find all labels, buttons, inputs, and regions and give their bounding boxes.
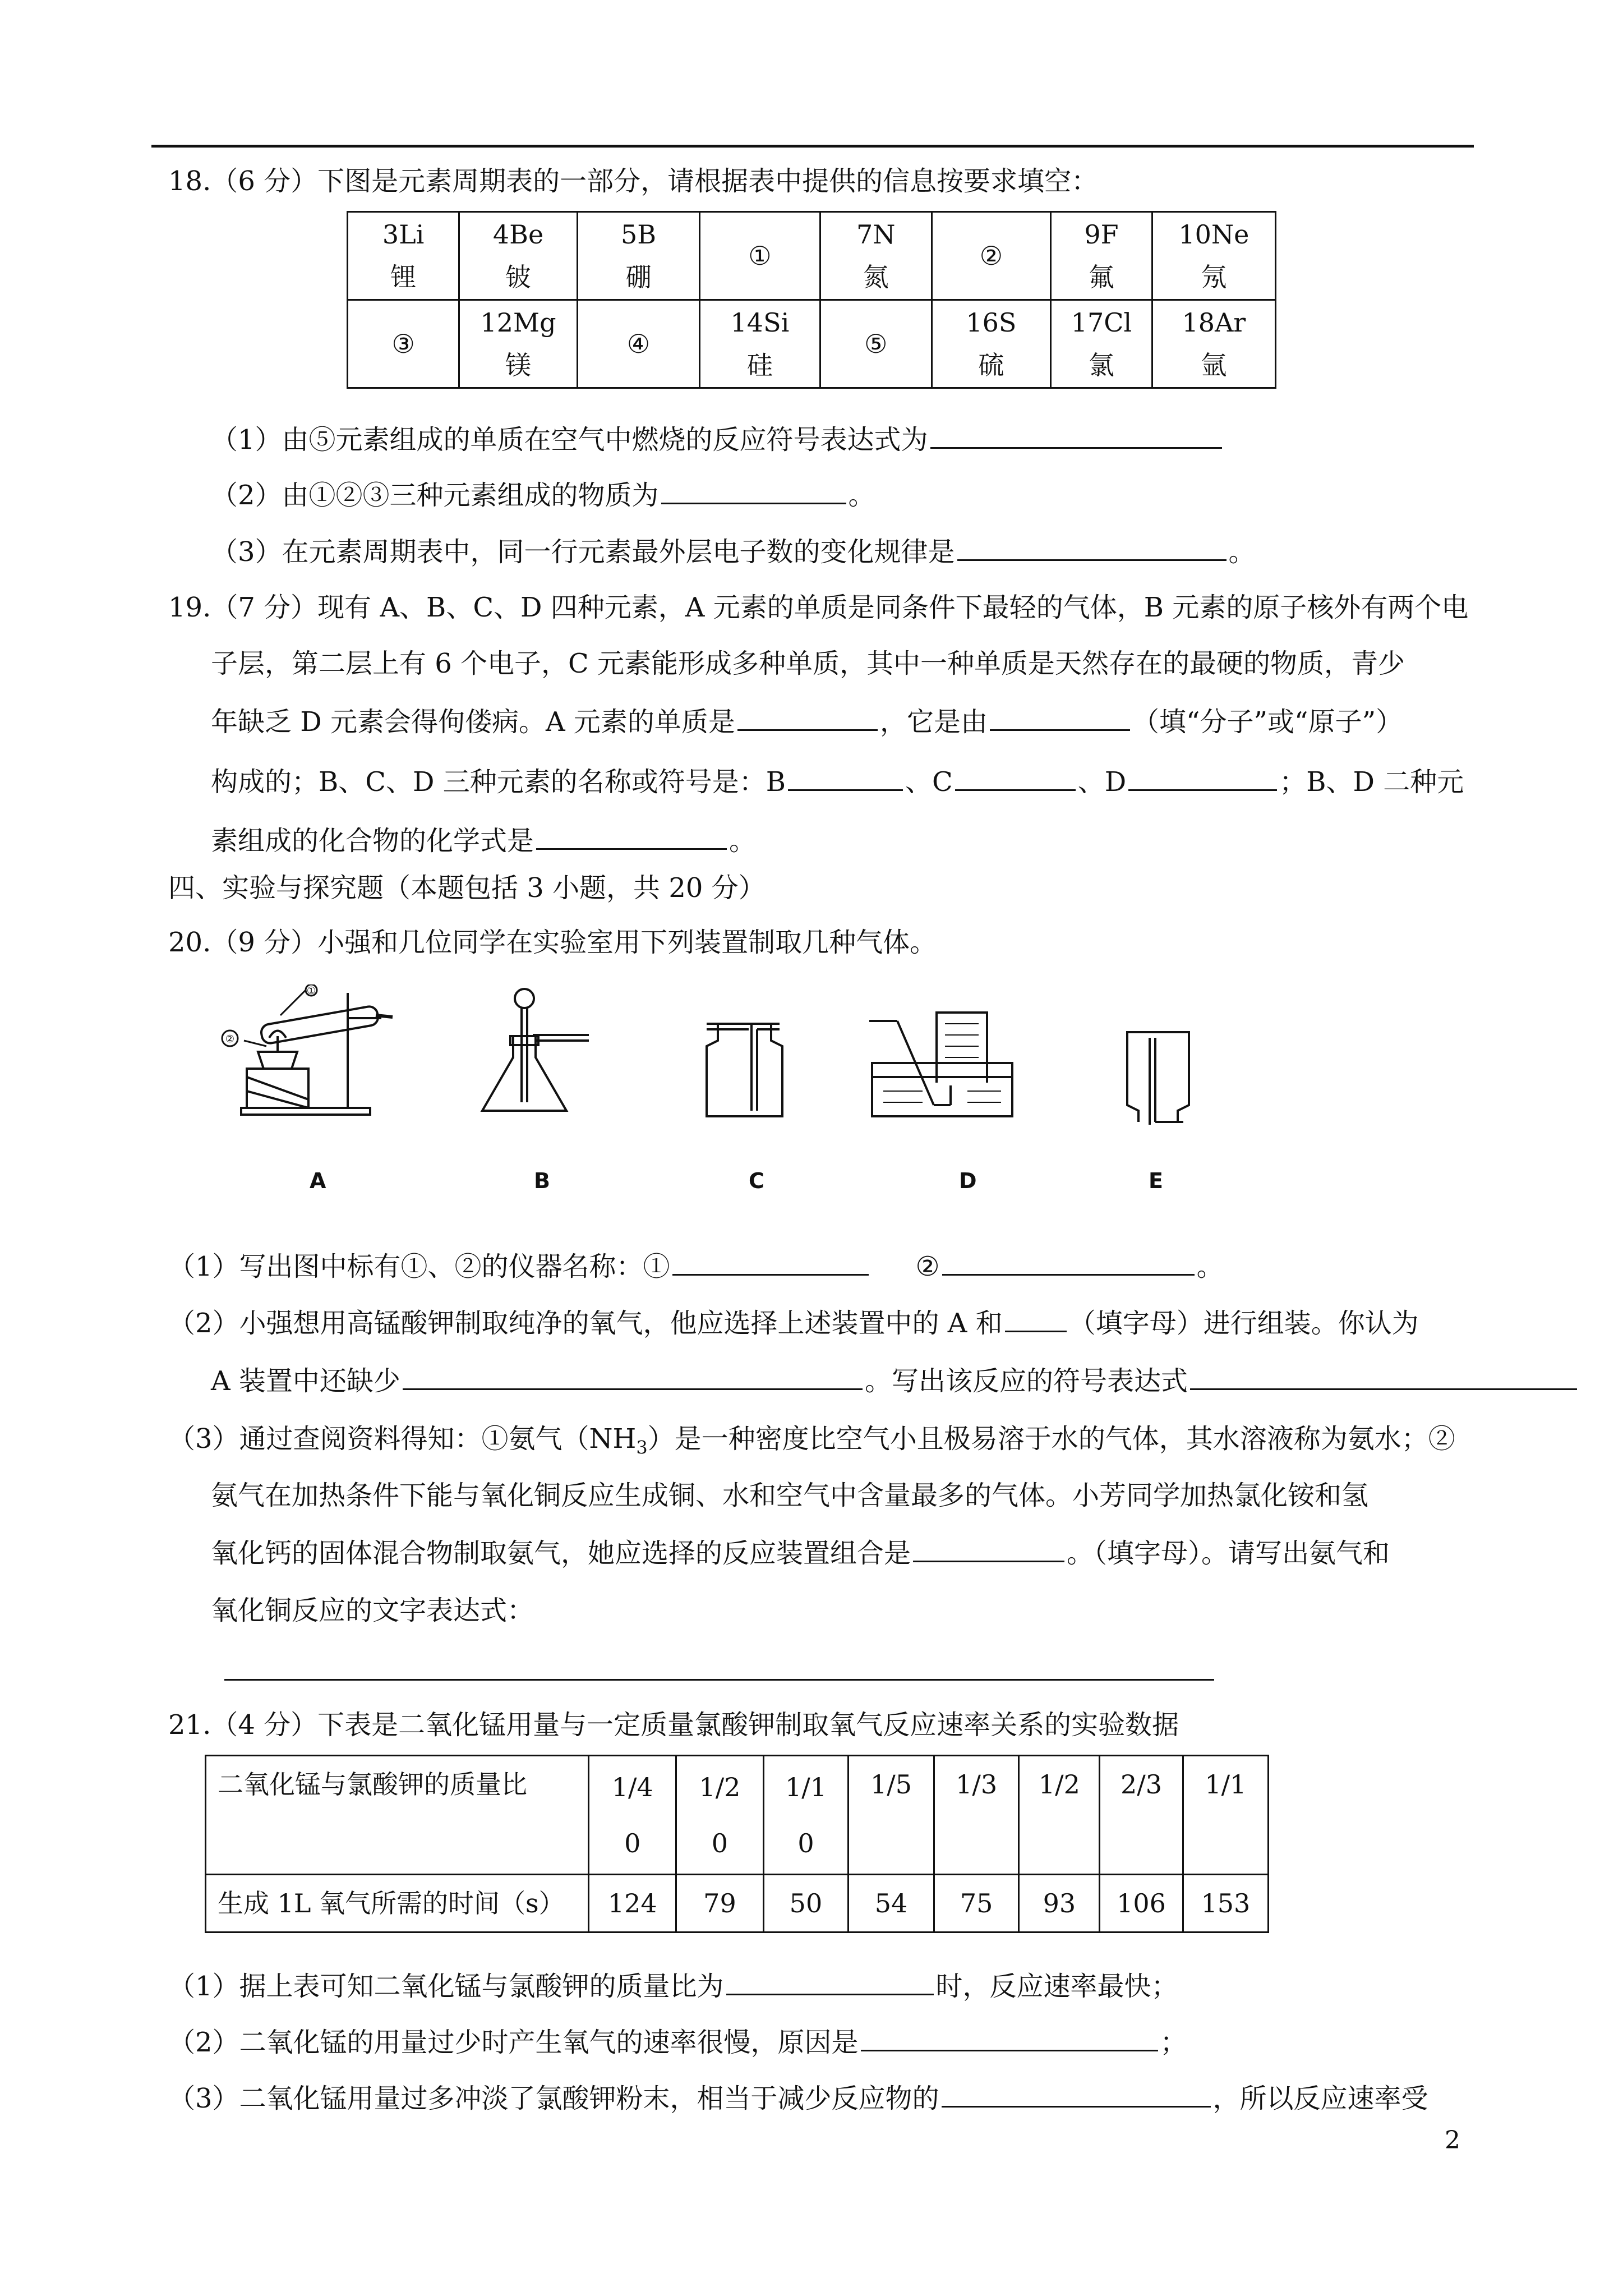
punctuation: 。 [729, 825, 757, 857]
q20-text: （3）通过查阅资料得知：①氨气（NH [168, 1423, 637, 1455]
apparatus-e-label: E [1149, 1168, 1163, 1193]
element-symbol: 5B [620, 219, 657, 250]
element-symbol: ③ [391, 329, 415, 359]
periodic-row-1 [348, 212, 1276, 300]
q20-part2-line2 [211, 1364, 1579, 1398]
q20-part1 [168, 1249, 1224, 1283]
answer-blank[interactable] [661, 478, 846, 504]
element-name: 氮 [863, 262, 889, 292]
element-symbol: 4Be [492, 219, 544, 250]
time-cell: 93 [1019, 1875, 1100, 1932]
time-row [206, 1875, 1269, 1932]
q20-text: 。（填字母）。请写出氨气和 [1067, 1538, 1390, 1569]
apparatus-d-diagram [866, 1010, 1018, 1122]
ratio-value: 1/1 [785, 1772, 827, 1802]
q19-text: 年缺乏 D 元素会得佝偻病。A 元素的单质是 [211, 706, 735, 738]
element-symbol: ② [979, 241, 1003, 271]
element-symbol: 7N [856, 219, 896, 250]
ratio-value-wrap: 0 [711, 1828, 728, 1858]
ratio-value: 1/3 [956, 1769, 998, 1800]
ratio-value: 2/3 [1121, 1769, 1163, 1800]
answer-blank[interactable] [1190, 1364, 1577, 1390]
q19-text: 构成的；B、C、D 三种元素的名称或符号是：B [211, 766, 786, 798]
ratio-value: 1/2 [699, 1772, 741, 1802]
q19-line-2: 子层，第二层上有 6 个电子，C 元素能形成多种单质，其中一种单质是天然存在的最硬的物质，青少 [211, 648, 1405, 679]
q21-part2 [168, 2025, 1187, 2059]
answer-blank[interactable] [536, 823, 727, 850]
element-name: 硫 [978, 350, 1004, 380]
apparatus-b-label: B [534, 1168, 550, 1193]
q19-line-5 [211, 823, 756, 858]
element-symbol: 10Ne [1178, 219, 1249, 250]
header-rule [151, 145, 1474, 148]
element-symbol: 17Cl [1071, 307, 1132, 338]
q20-part3-line1 [168, 1422, 1455, 1465]
q20-stem: 20.（9 分）小强和几位同学在实验室用下列装置制取几种气体。 [168, 927, 937, 958]
ratio-value: 1/2 [1038, 1769, 1080, 1800]
element-cell [348, 300, 459, 388]
punctuation: 。 [848, 480, 875, 511]
q19-line-1: 19.（7 分）现有 A、B、C、D 四种元素，A 元素的单质是同条件下最轻的气体，B 元素的原子核外有两个电 [168, 592, 1469, 623]
element-cell [1051, 300, 1152, 388]
element-name: 氟 [1088, 262, 1114, 292]
q21-text: （3）二氧化锰用量过多冲淡了氯酸钾粉末，相当于减少反应物的 [168, 2083, 939, 2114]
punctuation: ； [1160, 2027, 1187, 2058]
element-name: 硼 [625, 262, 652, 292]
element-cell [932, 300, 1050, 388]
element-symbol: ④ [626, 329, 651, 359]
element-cell [459, 212, 578, 300]
time-cell: 79 [676, 1875, 763, 1932]
element-cell [1152, 212, 1275, 300]
element-symbol: 14Si [730, 307, 790, 338]
row-header: 二氧化锰与氯酸钾的质量比 [206, 1756, 589, 1875]
answer-blank[interactable] [672, 1249, 869, 1276]
q19-text: ；B、D 二种元 [1279, 766, 1464, 798]
ratio-cell [1019, 1756, 1100, 1875]
element-symbol: 3Li [382, 219, 425, 250]
q20-part2-line1 [168, 1306, 1419, 1340]
apparatus-e-diagram [1116, 1027, 1200, 1125]
ratio-cell [676, 1756, 763, 1875]
q18-part1 [211, 422, 1224, 457]
element-cell [700, 212, 820, 300]
apparatus-a-label: A [310, 1168, 326, 1193]
q19-line-4 [211, 765, 1464, 799]
ratio-cell [589, 1756, 676, 1875]
apparatus-b-diagram [477, 984, 606, 1119]
element-name: 镁 [505, 350, 532, 380]
element-cell [700, 300, 820, 388]
ratio-value: 1/4 [611, 1772, 653, 1802]
element-symbol: ⑤ [864, 329, 888, 359]
element-name: 硅 [746, 350, 773, 380]
page-number: 2 [1445, 2126, 1460, 2155]
apparatus-d-label: D [959, 1168, 977, 1193]
element-cell [577, 300, 699, 388]
mark-1-label: ① [306, 985, 316, 997]
element-cell [348, 212, 459, 300]
element-name: 氖 [1201, 262, 1227, 292]
time-cell: 75 [934, 1875, 1019, 1932]
ratio-value-wrap: 0 [624, 1828, 641, 1858]
time-cell: 54 [849, 1875, 934, 1932]
q20-text: （2）小强想用高锰酸钾制取纯净的氧气，他应选择上述装置中的 A 和 [168, 1308, 1003, 1339]
answer-blank[interactable] [913, 1536, 1064, 1562]
subscript: 3 [636, 1437, 648, 1458]
apparatus-c-label: C [749, 1168, 764, 1193]
q19-text: 、D [1077, 766, 1127, 798]
q18-stem: 18.（6 分）下图是元素周期表的一部分，请根据表中提供的信息按要求填空： [168, 165, 1099, 197]
q18-part2 [211, 478, 875, 512]
element-name: 锂 [390, 262, 417, 292]
punctuation: 。 [1196, 1251, 1224, 1282]
ratio-cell [1183, 1756, 1268, 1875]
row-header: 生成 1L 氧气所需的时间（s） [206, 1875, 589, 1932]
q21-text: （1）据上表可知二氧化锰与氯酸钾的质量比为 [168, 1971, 724, 2002]
element-symbol: 18Ar [1182, 307, 1246, 338]
time-cell: 106 [1100, 1875, 1183, 1932]
q19-text: 素组成的化合物的化学式是 [211, 825, 534, 857]
ratio-cell [849, 1756, 934, 1875]
element-name: 氩 [1201, 350, 1227, 380]
mno2-data-table [205, 1755, 1269, 1933]
q20-part3-line3 [211, 1536, 1390, 1570]
q20-part3-line4: 氧化铜反应的文字表达式： [211, 1595, 534, 1626]
q20-text: 氧化钙的固体混合物制取氨气，她应选择的反应装置组合是 [211, 1538, 911, 1569]
q21-stem: 21.（4 分）下表是二氧化锰用量与一定质量氯酸钾制取氧气反应速率关系的实验数据 [168, 1709, 1179, 1741]
answer-blank[interactable] [1005, 1306, 1067, 1332]
answer-blank[interactable] [788, 765, 903, 791]
answer-blank[interactable] [930, 422, 1222, 449]
answer-blank[interactable] [955, 765, 1076, 791]
q19-line-3 [211, 705, 1403, 739]
ratio-cell [934, 1756, 1019, 1875]
element-name: 铍 [505, 262, 532, 292]
ratio-row [206, 1756, 1269, 1875]
punctuation: 。 [1228, 536, 1256, 568]
apparatus-a-diagram [213, 984, 404, 1119]
q20-text: （1）写出图中标有①、②的仪器名称：① [168, 1251, 670, 1282]
q21-text: 时，反应速率最快； [935, 1971, 1178, 2002]
ratio-value-wrap: 0 [797, 1828, 814, 1858]
q19-text: （填“分子”或“原子”） [1132, 706, 1403, 738]
answer-blank[interactable] [861, 2025, 1158, 2051]
q19-text: 、C [905, 766, 953, 798]
q21-part1 [168, 1969, 1178, 2003]
ratio-cell [1100, 1756, 1183, 1875]
q18-part1-text: （1）由⑤元素组成的单质在空气中燃烧的反应符号表达式为 [211, 424, 928, 455]
element-cell [820, 212, 932, 300]
answer-blank[interactable] [957, 535, 1227, 561]
q18-part3-text: （3）在元素周期表中，同一行元素最外层电子数的变化规律是 [211, 536, 955, 568]
q19-text: ，它是由 [879, 706, 988, 738]
periodic-table-fragment [347, 211, 1276, 389]
ratio-cell [763, 1756, 849, 1875]
ratio-value: 1/5 [870, 1769, 912, 1800]
answer-blank[interactable] [403, 1364, 863, 1390]
q20-text: （填字母）进行组装。你认为 [1068, 1308, 1419, 1339]
answer-blank[interactable] [990, 705, 1130, 731]
element-cell [577, 212, 699, 300]
element-cell [820, 300, 932, 388]
mark-2-label: ② [225, 1033, 235, 1045]
element-cell [1051, 212, 1152, 300]
answer-blank[interactable] [726, 1969, 934, 1995]
q20-text: A 装置中还缺少 [211, 1365, 400, 1397]
q20-text: ② [915, 1251, 940, 1282]
q18-part2-text: （2）由①②③三种元素组成的物质为 [211, 480, 659, 511]
answer-blank[interactable] [942, 1249, 1195, 1276]
periodic-row-2 [348, 300, 1276, 388]
q20-part3-line2: 氨气在加热条件下能与氧化铜反应生成铜、水和空气中含量最多的气体。小芳同学加热氯化铵和氢 [211, 1480, 1369, 1511]
element-symbol: ① [748, 241, 772, 271]
q21-part3 [168, 2081, 1428, 2115]
element-cell [1152, 300, 1275, 388]
answer-blank[interactable] [942, 2081, 1211, 2108]
answer-blank[interactable] [1128, 765, 1277, 791]
q21-text: （2）二氧化锰的用量过少时产生氧气的速率很慢，原因是 [168, 2027, 859, 2058]
element-cell [459, 300, 578, 388]
answer-blank[interactable] [737, 705, 878, 731]
time-cell: 124 [589, 1875, 676, 1932]
q20-text: ）是一种密度比空气小且极易溶于水的气体，其水溶液称为氨水；② [647, 1423, 1455, 1455]
element-name: 氯 [1088, 350, 1114, 380]
answer-line[interactable] [224, 1679, 1214, 1681]
element-cell [932, 212, 1050, 300]
q20-text: 。写出该反应的符号表达式 [864, 1365, 1188, 1397]
q18-part3 [211, 535, 1256, 569]
ratio-value: 1/1 [1205, 1769, 1247, 1800]
element-symbol: 9F [1084, 219, 1119, 250]
apparatus-c-diagram [695, 1021, 796, 1119]
q21-text: ，所以反应速率受 [1212, 2083, 1428, 2114]
time-cell: 50 [763, 1875, 849, 1932]
element-symbol: 12Mg [480, 307, 556, 338]
section-heading: 四、实验与探究题（本题包括 3 小题，共 20 分） [168, 872, 766, 904]
element-symbol: 16S [966, 307, 1017, 338]
time-cell: 153 [1183, 1875, 1268, 1932]
